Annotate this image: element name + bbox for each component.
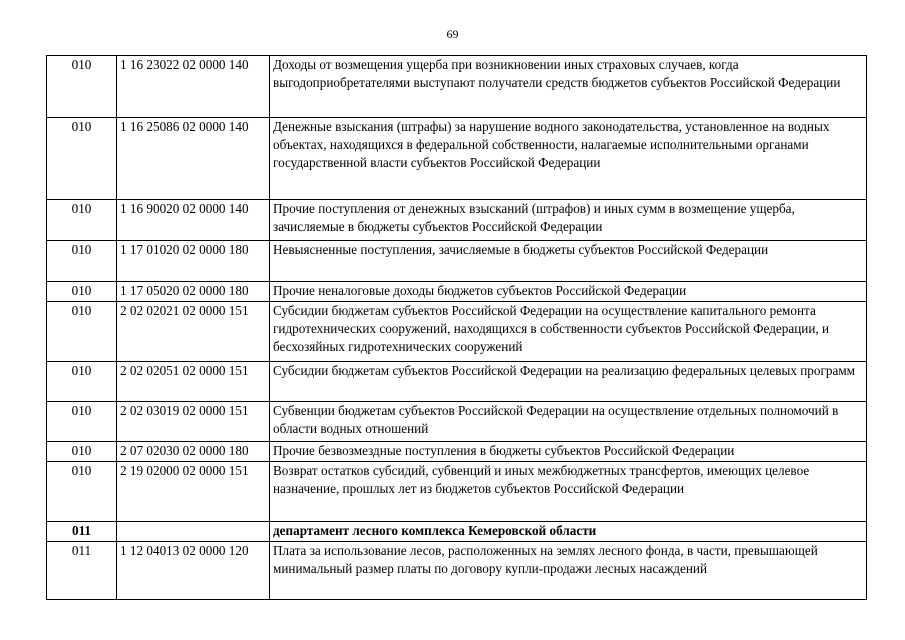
budget-code-cell: 2 07 02030 02 0000 180: [117, 442, 270, 462]
table-row: [47, 241, 867, 282]
revenue-name-cell: Доходы от возмещения ущерба при возникновении иных страховых случаев, когда выгодоприобретателями выступают получатели средств бюджетов субъектов Российской Федерации: [270, 56, 867, 118]
table-row: [47, 362, 867, 402]
admin-code-cell: 010: [47, 241, 117, 282]
admin-code-cell: 010: [47, 200, 117, 241]
budget-code-cell: 2 02 03019 02 0000 151: [117, 402, 270, 442]
revenue-name-cell: Невыясненные поступления, зачисляемые в бюджеты субъектов Российской Федерации: [270, 241, 867, 282]
budget-code-cell: 1 16 25086 02 0000 140: [117, 118, 270, 200]
revenue-name-cell: Возврат остатков субсидий, субвенций и иных межбюджетных трансфертов, имеющих целевое назначение, прошлых лет из бюджетов субъектов Российской Федерации: [270, 462, 867, 522]
table-row: [47, 118, 867, 200]
revenue-name-cell: Плата за использование лесов, расположенных на землях лесного фонда, в части, превышающей минимальный размер платы по договору купли-продажи лесных насаждений: [270, 542, 867, 600]
table-row: [47, 542, 867, 600]
department-name-cell: департамент лесного комплекса Кемеровской области: [270, 522, 867, 542]
table-row-section-header: [47, 522, 867, 542]
admin-code-cell: 010: [47, 402, 117, 442]
table-row: [47, 302, 867, 362]
admin-code-cell: 010: [47, 302, 117, 362]
admin-code-cell: 010: [47, 442, 117, 462]
revenue-name-cell: Прочие поступления от денежных взысканий (штрафов) и иных сумм в возмещение ущерба, зачисляемые в бюджеты субъектов Российской Федерации: [270, 200, 867, 241]
revenue-code-table: [46, 55, 867, 600]
revenue-name-cell: Субсидии бюджетам субъектов Российской Федерации на осуществление капитального ремонта гидротехнических сооружений, находящихся в собственности субъектов Российской Федерации, и бесхозяйных гидротехнических сооружений: [270, 302, 867, 362]
admin-code-cell: 010: [47, 362, 117, 402]
admin-code-cell: 011: [47, 542, 117, 600]
budget-code-cell: 1 17 01020 02 0000 180: [117, 241, 270, 282]
table-row: [47, 402, 867, 442]
revenue-name-cell: Субсидии бюджетам субъектов Российской Федерации на реализацию федеральных целевых программ: [270, 362, 867, 402]
admin-code-cell: 010: [47, 56, 117, 118]
table-row: [47, 282, 867, 302]
budget-code-cell: 1 16 90020 02 0000 140: [117, 200, 270, 241]
table-row: [47, 56, 867, 118]
table-row: [47, 442, 867, 462]
revenue-name-cell: Субвенции бюджетам субъектов Российской Федерации на осуществление отдельных полномочий в области водных отношений: [270, 402, 867, 442]
budget-code-cell: 1 17 05020 02 0000 180: [117, 282, 270, 302]
admin-code-cell: 011: [47, 522, 117, 542]
budget-code-cell: 2 02 02021 02 0000 151: [117, 302, 270, 362]
admin-code-cell: 010: [47, 118, 117, 200]
table-row: [47, 462, 867, 522]
budget-code-cell: [117, 522, 270, 542]
budget-code-cell: 1 16 23022 02 0000 140: [117, 56, 270, 118]
revenue-name-cell: Прочие безвозмездные поступления в бюджеты субъектов Российской Федерации: [270, 442, 867, 462]
budget-code-cell: 2 02 02051 02 0000 151: [117, 362, 270, 402]
admin-code-cell: 010: [47, 282, 117, 302]
admin-code-cell: 010: [47, 462, 117, 522]
budget-code-cell: 1 12 04013 02 0000 120: [117, 542, 270, 600]
revenue-name-cell: Денежные взыскания (штрафы) за нарушение водного законодательства, установленное на водных объектах, находящихся в федеральной собственности, налагаемые исполнительными органами государственной власти субъектов Российской Федерации: [270, 118, 867, 200]
budget-code-cell: 2 19 02000 02 0000 151: [117, 462, 270, 522]
revenue-name-cell: Прочие неналоговые доходы бюджетов субъектов Российской Федерации: [270, 282, 867, 302]
page-number: 69: [446, 27, 459, 41]
table-row: [47, 200, 867, 241]
